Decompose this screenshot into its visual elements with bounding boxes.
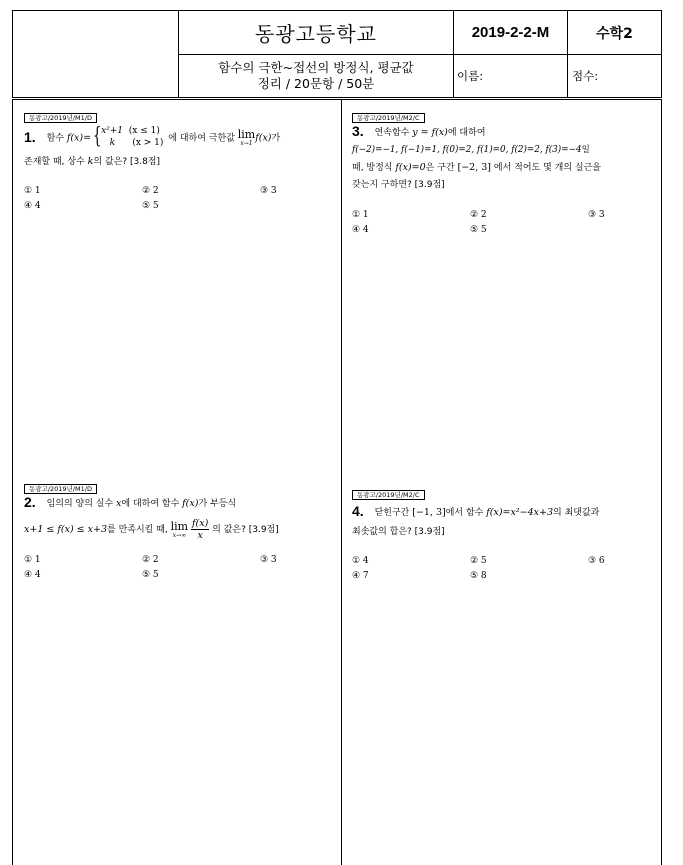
question-4-line2: 최솟값의 합은? [3.9점] <box>352 527 445 537</box>
q2-var-x: x <box>116 498 122 509</box>
choice-1[interactable]: ① 1 <box>24 555 41 565</box>
question-source-tag: 동광고/2019년/M2/C <box>352 490 425 500</box>
q4-line1-a: 닫힌구간 <box>374 508 410 518</box>
q2-fx: f(x) <box>182 498 199 509</box>
q1-after-piecewise: 에 대하여 극한값 <box>168 133 235 144</box>
q4-interval: [−1, 3] <box>412 507 446 518</box>
name-field[interactable]: 이름: <box>454 55 568 97</box>
q3-line3-b: 은 구간 <box>425 163 455 173</box>
exam-range-line2: 정리 / 20문항 / 50분 <box>257 76 375 91</box>
q1-lim-after: 가 <box>271 133 281 144</box>
lim-word: lim <box>170 519 189 533</box>
fraction-denominator: x <box>197 530 203 541</box>
choice-1[interactable]: ① 1 <box>352 210 369 220</box>
answer-choices <box>24 554 334 588</box>
question-2 <box>24 483 334 588</box>
choice-2[interactable]: ② 5 <box>470 556 487 566</box>
question-number: 4. <box>352 503 364 519</box>
choice-5[interactable]: ⑤ 5 <box>470 225 487 235</box>
choice-1[interactable]: ① 1 <box>24 186 41 196</box>
choice-3[interactable]: ③ 3 <box>260 186 277 196</box>
piecewise-function: { x²+1 (x ≤ 1) k (x > 1) <box>93 124 164 149</box>
lim-sub: x→1 <box>240 140 253 147</box>
question-1 <box>24 112 334 219</box>
q3-line1-b: 에 대하여 <box>447 128 486 138</box>
question-source-tag: 동광고/2019년/M1/D <box>24 484 97 494</box>
column-divider <box>341 100 342 865</box>
lim-sub: x→∞ <box>172 531 187 539</box>
limit-expression <box>171 521 188 539</box>
q2-line2-b: 를 만족시킬 때, <box>107 525 168 535</box>
exam-range-line1: 함수의 극한~접선의 방정식, 평균값 <box>218 60 414 75</box>
q4-fx: f(x)=x²−4x+3 <box>486 507 554 518</box>
q4-line1-c: 의 최댓값과 <box>553 508 600 518</box>
question-3-line3 <box>352 161 657 175</box>
score-field[interactable]: 점수: <box>572 69 599 83</box>
question-3-line4: 갖는지 구하면? [3.9점] <box>352 180 445 190</box>
fraction <box>191 518 209 541</box>
choice-5[interactable]: ⑤ 5 <box>142 201 159 211</box>
choice-3[interactable]: ③ 3 <box>588 210 605 220</box>
choice-3[interactable]: ③ 3 <box>260 555 277 565</box>
question-3 <box>352 112 657 243</box>
question-number: 2. <box>24 494 36 510</box>
case2-cond: (x > 1) <box>132 138 164 148</box>
limit-expression <box>238 129 255 147</box>
q1-line2: 존재할 때, 상수 <box>24 157 85 167</box>
question-source-tag: 동광고/2019년/M2/C <box>352 113 425 123</box>
q3-equation: f(x)=0 <box>395 162 426 173</box>
q1-var-k: k <box>87 156 94 167</box>
choice-4[interactable]: ④ 4 <box>352 225 369 235</box>
question-3-line1 <box>352 125 657 140</box>
question-number: 1. <box>24 128 36 145</box>
q4-line1-b: 에서 함수 <box>445 508 484 518</box>
lim-word: lim <box>237 128 256 141</box>
q1-fx: f(x)= <box>66 132 92 144</box>
q3-interval: [−2, 3] <box>457 162 492 173</box>
question-2-line2 <box>24 518 334 541</box>
case1-cond: (x ≤ 1) <box>128 126 160 136</box>
q3-values: f(−2)=−1, f(−1)=1, f(0)=2, f(1)=0, f(2)=2, f(3)=−4 <box>352 145 582 155</box>
question-number: 3. <box>352 123 364 139</box>
choice-2[interactable]: ② 2 <box>142 186 159 196</box>
question-1-line2 <box>24 155 334 169</box>
answer-choices <box>352 555 657 589</box>
q1-line2-end: 의 값은? [3.8점] <box>93 157 161 167</box>
q2-line1-c: 가 부등식 <box>198 499 237 509</box>
fraction-numerator: f(x) <box>191 518 209 529</box>
case2-expr: k <box>109 138 116 148</box>
question-4 <box>352 489 657 589</box>
question-source-tag: 동광고/2019년/M1/D <box>24 113 97 123</box>
choice-4[interactable]: ④ 4 <box>24 570 41 580</box>
choice-2[interactable]: ② 2 <box>470 210 487 220</box>
header-blank-cell <box>13 11 179 97</box>
choice-3[interactable]: ③ 6 <box>588 556 605 566</box>
choice-4[interactable]: ④ 4 <box>24 201 41 211</box>
q2-inequality: x+1 ≤ f(x) ≤ x+3 <box>24 524 108 535</box>
lim-fx: f(x) <box>255 132 272 144</box>
case1-expr: x²+1 <box>101 126 124 136</box>
choice-5[interactable]: ⑤ 8 <box>470 571 487 581</box>
answer-choices <box>24 185 334 219</box>
answer-choices <box>352 209 657 243</box>
choice-1[interactable]: ① 4 <box>352 556 369 566</box>
q1-intro: 함수 <box>46 133 64 144</box>
question-4-line1 <box>352 505 657 520</box>
question-2-line1 <box>24 496 334 511</box>
exam-code: 2019-2-2-M <box>454 11 568 55</box>
q3-line3-c: 에서 적어도 몇 개의 실근을 <box>493 163 601 173</box>
exam-range <box>179 55 454 97</box>
q3-line3-a: 때, 방정식 <box>352 163 393 173</box>
question-3-line2 <box>352 144 657 157</box>
choice-5[interactable]: ⑤ 5 <box>142 570 159 580</box>
choice-2[interactable]: ② 2 <box>142 555 159 565</box>
exam-header <box>12 10 662 98</box>
choice-4[interactable]: ④ 7 <box>352 571 369 581</box>
question-1-line1 <box>24 125 334 151</box>
q2-line2-c: 의 값은? [3.9점] <box>212 525 279 535</box>
q3-values-end: 일 <box>581 145 590 155</box>
q3-yfx: y = f(x) <box>412 127 448 138</box>
subject-name: 수학2 <box>568 11 661 55</box>
q2-line1-a: 임의의 양의 실수 <box>46 499 114 509</box>
school-name: 동광고등학교 <box>179 11 454 55</box>
left-border <box>12 100 13 865</box>
body-top-divider <box>12 99 662 100</box>
q2-line1-b: 에 대하여 함수 <box>121 499 180 509</box>
right-border <box>661 100 662 865</box>
q3-line1-a: 연속함수 <box>374 128 410 138</box>
